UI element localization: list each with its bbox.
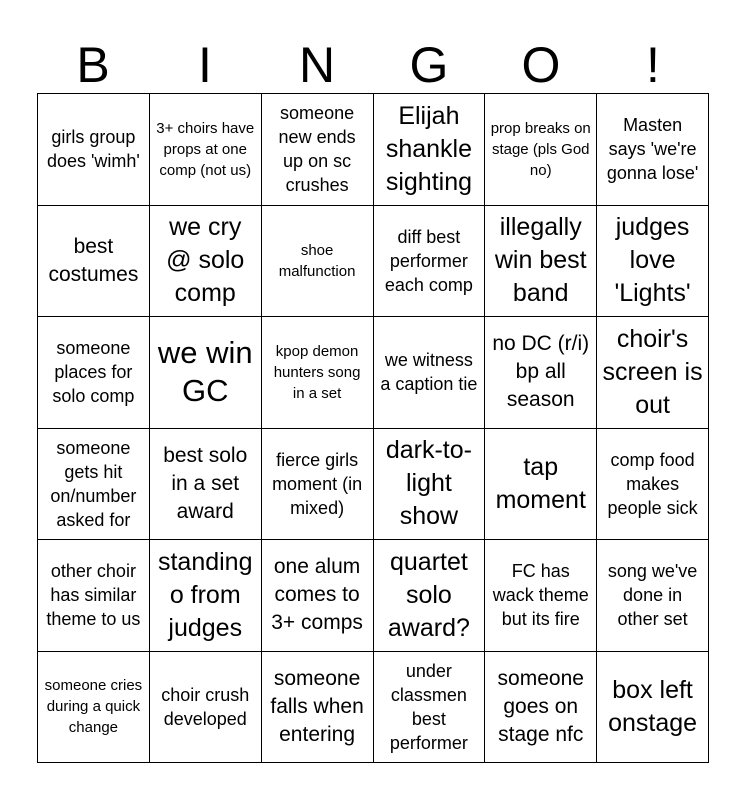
cell-text: best solo in a set award <box>163 443 248 523</box>
bingo-cell[interactable] <box>597 429 709 541</box>
title-letter-b: B <box>76 37 110 93</box>
bingo-cell[interactable] <box>374 317 486 429</box>
bingo-cell[interactable] <box>38 540 150 652</box>
cell-text: someone falls when entering <box>270 666 364 746</box>
bingo-cell[interactable] <box>150 652 262 764</box>
cell-text: someone places for solo comp <box>52 338 135 407</box>
bingo-cell[interactable] <box>262 206 374 318</box>
cell-text: girls group does 'wimh' <box>46 127 140 172</box>
cell-text: FC has wack theme but its fire <box>492 561 589 630</box>
bingo-cell[interactable] <box>485 540 597 652</box>
bingo-cell[interactable] <box>150 540 262 652</box>
cell-text: standing o from judges <box>157 547 253 642</box>
cell-text: illegally win best band <box>494 213 587 308</box>
bingo-title <box>37 30 709 100</box>
bingo-cell[interactable] <box>374 94 486 206</box>
bingo-cell[interactable] <box>374 429 486 541</box>
cell-text: Elijah shankle sighting <box>385 101 472 196</box>
cell-text: dark-to-light show <box>385 436 472 531</box>
bingo-cell[interactable] <box>38 317 150 429</box>
bingo-cell[interactable] <box>150 429 262 541</box>
cell-text: someone cries during a quick change <box>44 677 143 737</box>
bingo-cell[interactable] <box>597 540 709 652</box>
bingo-cell[interactable] <box>485 94 597 206</box>
cell-text: quartet solo award? <box>387 547 470 642</box>
cell-text: fierce girls moment (in mixed) <box>272 449 363 518</box>
bingo-cell[interactable] <box>262 429 374 541</box>
bingo-cell[interactable] <box>38 206 150 318</box>
bingo-cell[interactable] <box>374 652 486 764</box>
bingo-cell[interactable] <box>485 429 597 541</box>
cell-text: we cry @ solo comp <box>166 213 245 308</box>
bingo-cell[interactable] <box>374 540 486 652</box>
cell-text: box left onstage <box>608 675 698 737</box>
title-letter-n: N <box>298 37 336 93</box>
bingo-cell[interactable] <box>38 94 150 206</box>
bingo-cell[interactable] <box>262 94 374 206</box>
cell-text: other choir has similar theme to us <box>46 561 141 630</box>
bingo-cell[interactable] <box>262 540 374 652</box>
cell-text: 3+ choirs have props at one comp (not us) <box>156 119 255 179</box>
cell-text: prop breaks on stage (pls God no) <box>490 119 591 179</box>
bingo-cell[interactable] <box>485 206 597 318</box>
title-letter-i: I <box>198 37 212 93</box>
cell-text: someone gets hit on/number asked for <box>50 437 137 530</box>
cell-text: song we've done in other set <box>607 561 698 630</box>
title-letter-o: O <box>521 37 561 93</box>
title-letter-g: G <box>409 37 449 93</box>
title-letter-exclamation: ! <box>646 37 660 93</box>
bingo-card <box>37 93 709 763</box>
bingo-cell[interactable] <box>150 94 262 206</box>
cell-text: Masten says 'we're gonna lose' <box>606 115 699 184</box>
bingo-cell[interactable] <box>150 317 262 429</box>
cell-text: someone new ends up on sc crushes <box>278 103 356 196</box>
bingo-cell[interactable] <box>374 206 486 318</box>
cell-text: someone goes on stage nfc <box>497 666 584 746</box>
cell-text: judges love 'Lights' <box>614 213 691 308</box>
cell-text: we witness a caption tie <box>380 350 478 395</box>
cell-text: choir's screen is out <box>602 324 703 419</box>
bingo-cell[interactable] <box>597 94 709 206</box>
bingo-cell[interactable] <box>597 206 709 318</box>
bingo-cell[interactable] <box>262 317 374 429</box>
cell-text: choir crush developed <box>161 684 250 729</box>
bingo-cell[interactable] <box>38 429 150 541</box>
cell-text: no DC (r/i) bp all season <box>492 332 590 412</box>
bingo-cell[interactable] <box>485 317 597 429</box>
bingo-cell[interactable] <box>485 652 597 764</box>
bingo-cell[interactable] <box>150 206 262 318</box>
cell-text: best costumes <box>48 234 139 286</box>
cell-text: comp food makes people sick <box>607 449 698 518</box>
cell-text: tap moment <box>495 452 586 514</box>
cell-text: diff best performer each comp <box>384 226 473 295</box>
bingo-cell[interactable] <box>262 652 374 764</box>
cell-text: shoe malfunction <box>278 241 356 280</box>
bingo-cell[interactable] <box>38 652 150 764</box>
cell-text: we win GC <box>157 335 253 409</box>
cell-text: one alum comes to 3+ comps <box>271 555 363 635</box>
cell-text: under classmen best performer <box>389 660 468 753</box>
bingo-cell[interactable] <box>597 652 709 764</box>
bingo-cell[interactable] <box>597 317 709 429</box>
cell-text: kpop demon hunters song in a set <box>273 342 361 402</box>
